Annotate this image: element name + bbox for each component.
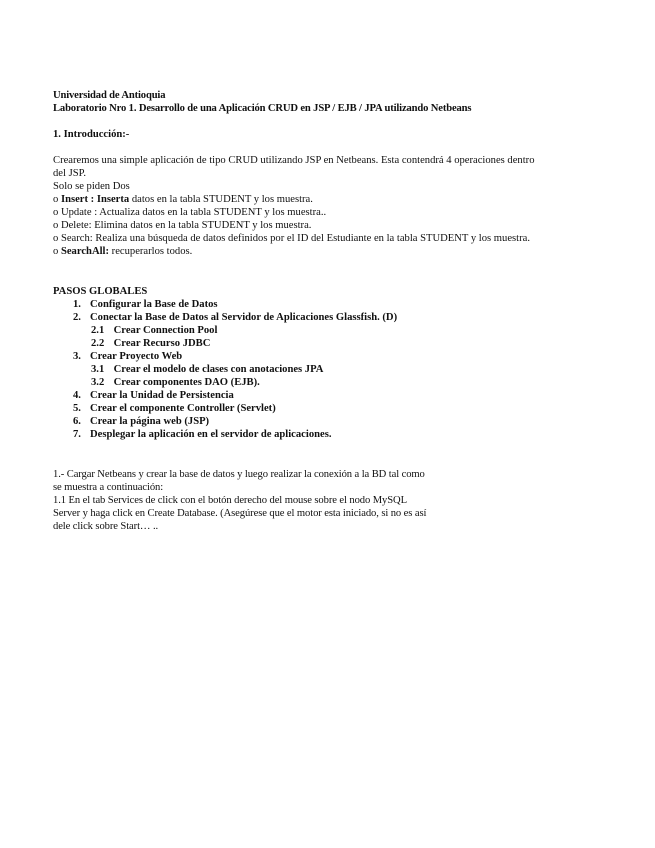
step-number: 7. bbox=[73, 429, 81, 440]
operation-description: Delete: Elimina datos en la tabla STUDENT y los muestra. bbox=[60, 220, 312, 231]
operation-name: Insert : Inserta bbox=[60, 194, 130, 205]
intro-paragraph-line-1: Crearemos una simple aplicación de tipo CRUD utilizando JSP en Netbeans. Esta contendrá 4 operaciones dentro bbox=[53, 155, 535, 166]
step-number: 1. bbox=[73, 299, 81, 310]
instruction-line: 1.1 En el tab Services de click con el botón derecho del mouse sobre el nodo MySQL bbox=[53, 495, 407, 506]
operation-description: Search: Realiza una búsqueda de datos definidos por el ID del Estudiante en la tabla STUDENT y los muestra. bbox=[60, 233, 530, 244]
step-text: Crear el componente Controller (Servlet) bbox=[90, 403, 276, 414]
substep-text: Crear Connection Pool bbox=[113, 325, 218, 336]
step-item bbox=[53, 298, 613, 311]
bullet-marker: o bbox=[53, 194, 61, 205]
operation-insert bbox=[53, 193, 613, 206]
substep-item bbox=[53, 324, 613, 337]
operation-description: recuperarlos todos. bbox=[109, 246, 193, 257]
substep-number: 3.2 bbox=[91, 377, 105, 388]
university-name: Universidad de Antioquia bbox=[53, 90, 166, 101]
step-number: 5. bbox=[73, 403, 81, 414]
substep-item bbox=[53, 363, 613, 376]
bullet-marker: o bbox=[53, 207, 61, 218]
step-text: Desplegar la aplicación en el servidor de aplicaciones. bbox=[90, 429, 332, 440]
substep-item bbox=[53, 337, 613, 350]
substep-number: 3.1 bbox=[91, 364, 105, 375]
step-item bbox=[53, 389, 613, 402]
operation-name: SearchAll: bbox=[60, 246, 110, 257]
step-item bbox=[53, 402, 613, 415]
step-text: Crear Proyecto Web bbox=[90, 351, 183, 362]
operation-description: Update : Actualiza datos en la tabla STUDENT y los muestra.. bbox=[60, 207, 327, 218]
step-number: 2. bbox=[73, 312, 81, 323]
substep-item bbox=[53, 376, 613, 389]
instruction-line: dele click sobre Start… .. bbox=[53, 521, 159, 532]
bullet-marker: o bbox=[53, 220, 61, 231]
pasos-heading: PASOS GLOBALES bbox=[53, 286, 148, 297]
step-item bbox=[53, 350, 613, 363]
step-number: 4. bbox=[73, 390, 81, 401]
substep-text: Crear componentes DAO (EJB). bbox=[113, 377, 260, 388]
step-item bbox=[53, 428, 613, 441]
step-text: Crear la Unidad de Persistencia bbox=[90, 390, 234, 401]
bullet-marker: o bbox=[53, 233, 61, 244]
operation-delete bbox=[53, 219, 613, 232]
instruction-line: Server y haga click en Create Database. (Asegúrese que el motor esta iniciado, si no es así bbox=[53, 508, 427, 519]
intro-heading: 1. Introducción:- bbox=[53, 129, 130, 140]
instruction-line: 1.- Cargar Netbeans y crear la base de datos y luego realizar la conexión a la BD tal como bbox=[53, 469, 425, 480]
step-number: 6. bbox=[73, 416, 81, 427]
step-item bbox=[53, 415, 613, 428]
step-text: Conectar la Base de Datos al Servidor de Aplicaciones Glassfish. (D) bbox=[90, 312, 398, 323]
step-number: 3. bbox=[73, 351, 81, 362]
operation-update bbox=[53, 206, 613, 219]
operation-searchall bbox=[53, 245, 613, 258]
operation-description: datos en la tabla STUDENT y los muestra. bbox=[129, 194, 313, 205]
substep-text: Crear Recurso JDBC bbox=[113, 338, 211, 349]
instruction-line: se muestra a continuación: bbox=[53, 482, 164, 493]
instructions-paragraph bbox=[53, 468, 613, 533]
step-text: Crear la página web (JSP) bbox=[90, 416, 210, 427]
document-page bbox=[53, 89, 613, 533]
operation-search bbox=[53, 232, 613, 245]
bullet-marker: o bbox=[53, 246, 61, 257]
substep-number: 2.1 bbox=[91, 325, 105, 336]
step-text: Configurar la Base de Datos bbox=[90, 299, 218, 310]
intro-note: Solo se piden Dos bbox=[53, 181, 130, 192]
substep-number: 2.2 bbox=[91, 338, 105, 349]
steps-list bbox=[53, 298, 613, 441]
lab-title: Laboratorio Nro 1. Desarrollo de una Aplicación CRUD en JSP / EJB / JPA utilizando Netbeans bbox=[53, 103, 472, 114]
intro-paragraph-line-2: del JSP. bbox=[53, 168, 86, 179]
substep-text: Crear el modelo de clases con anotaciones JPA bbox=[113, 364, 324, 375]
step-item bbox=[53, 311, 613, 324]
